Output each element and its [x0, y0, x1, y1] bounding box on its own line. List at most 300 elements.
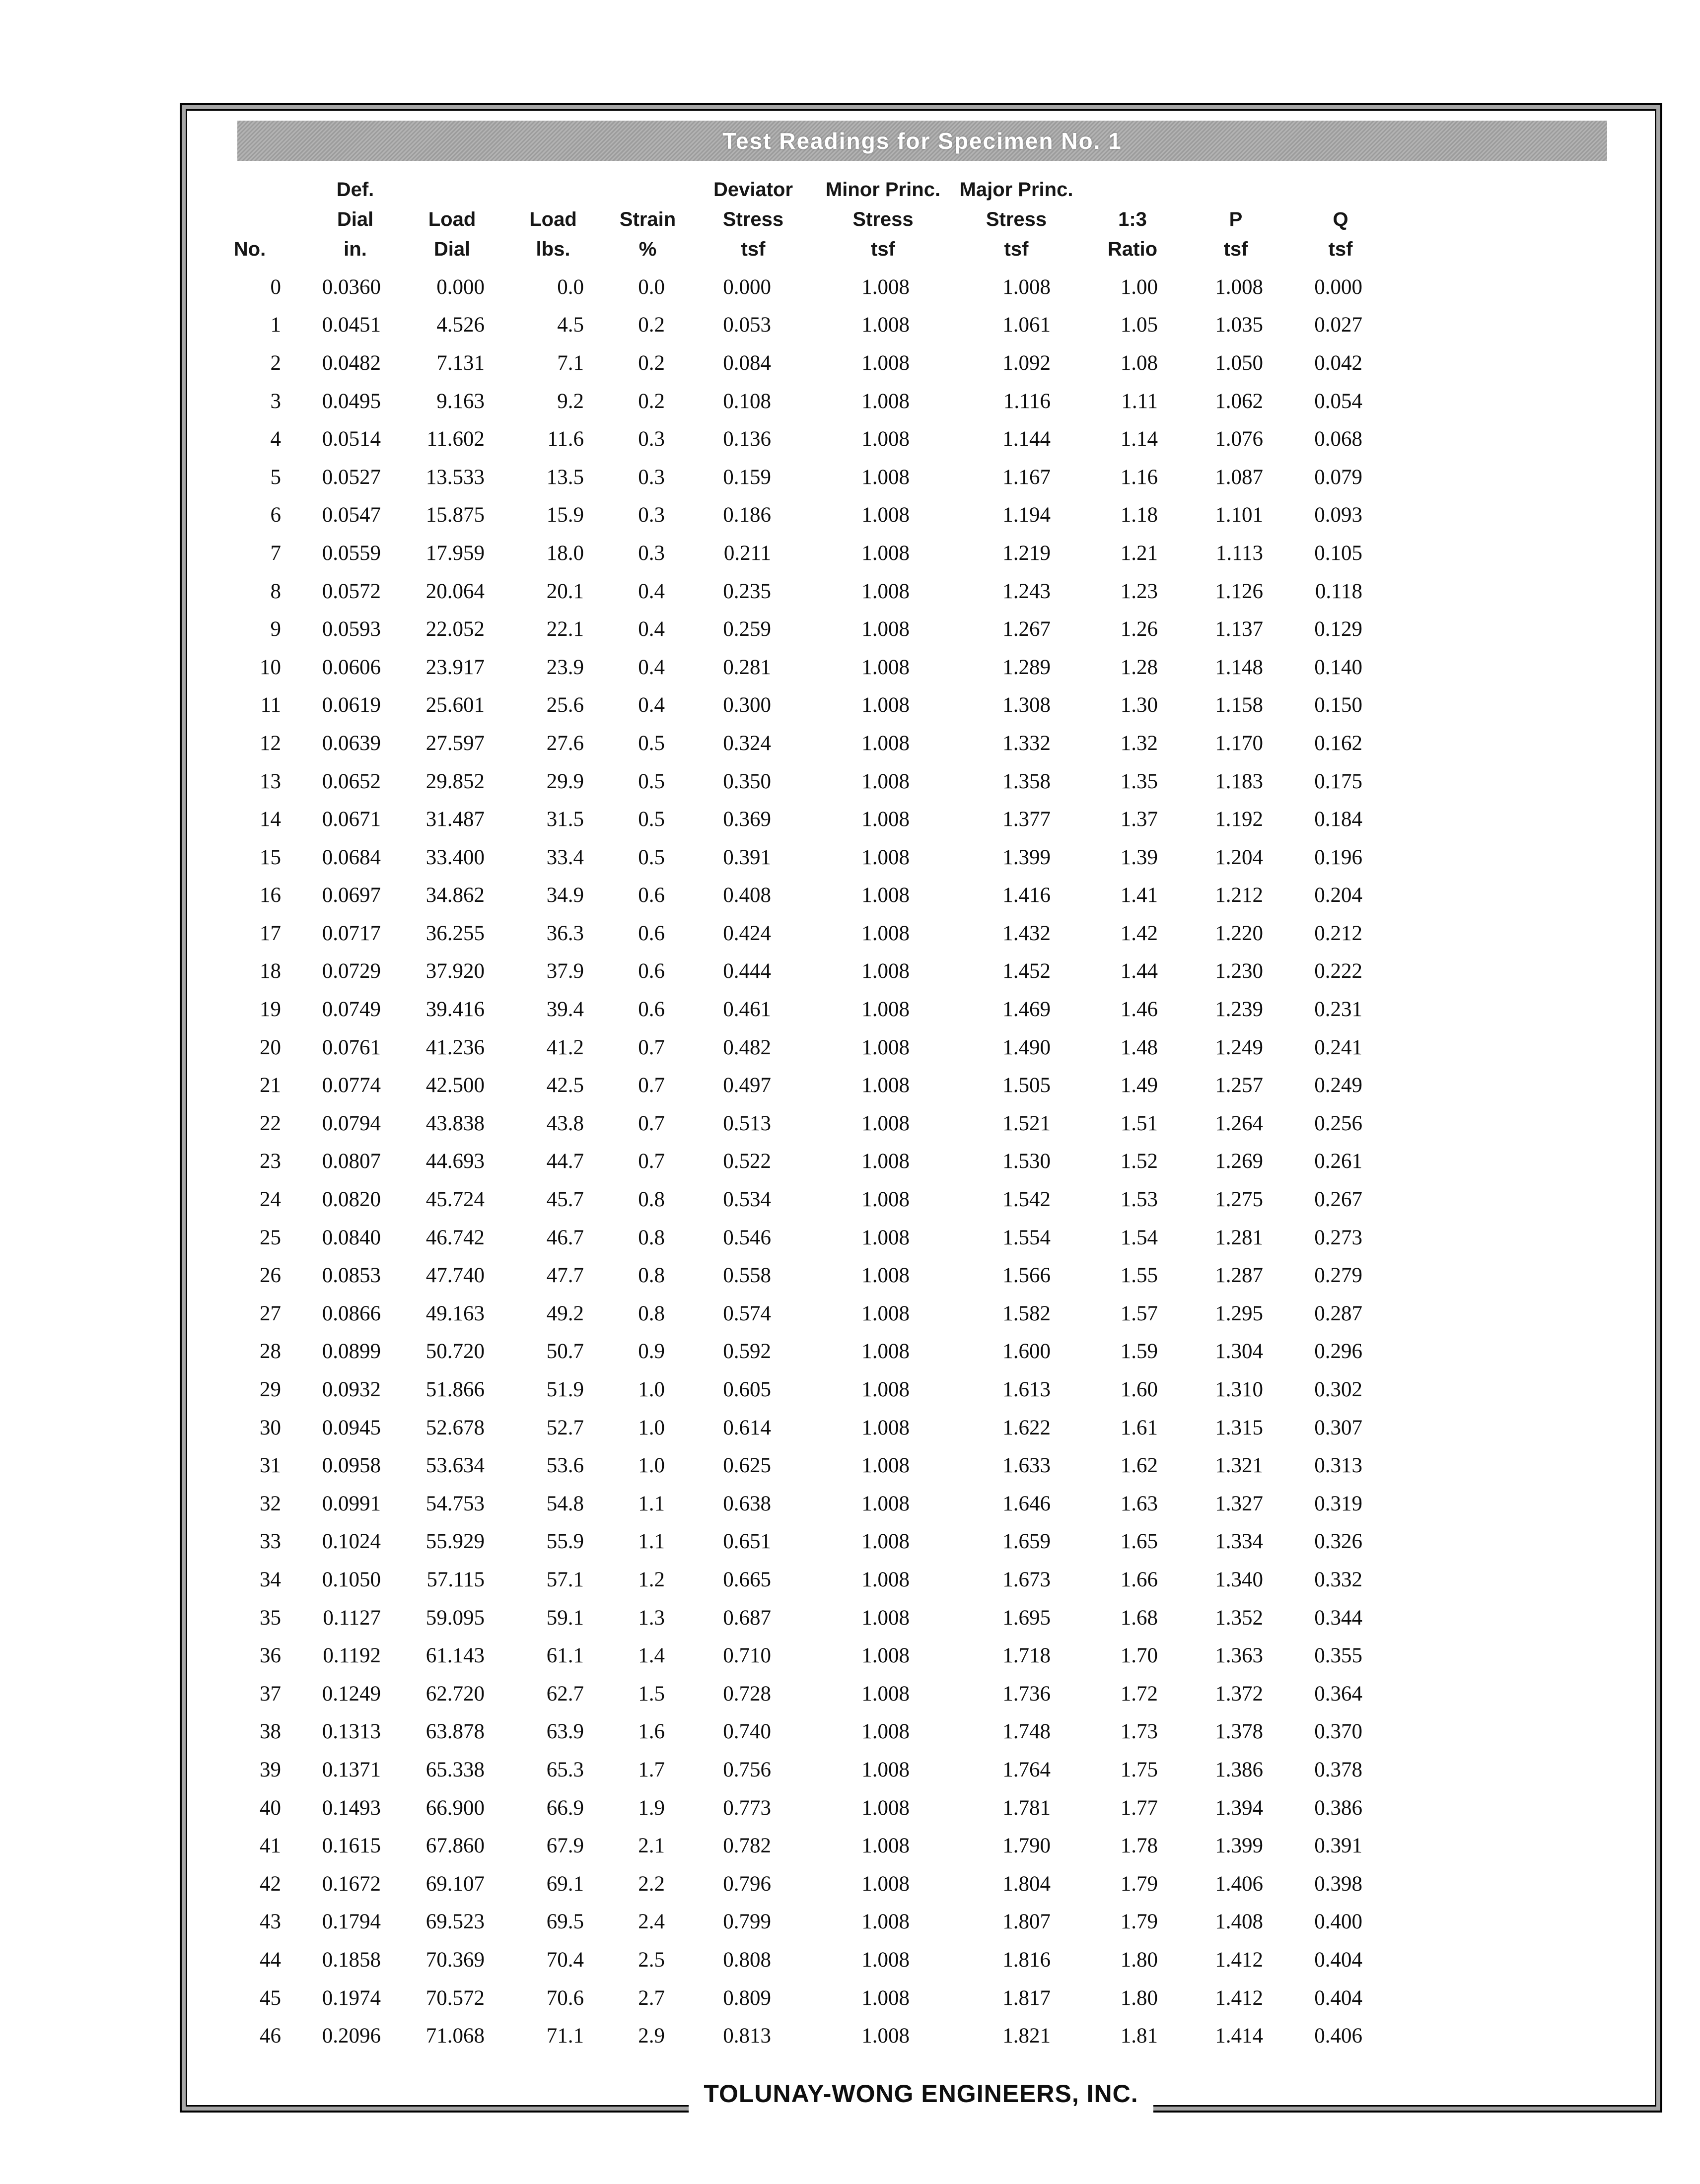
- cell-no: 34: [260, 1568, 281, 1591]
- cell-no: 0: [270, 275, 281, 299]
- cell-def-dial-in: 0.0697: [322, 884, 381, 907]
- column-header-p-tsf-line1: [1186, 175, 1286, 205]
- cell-load-dial: 43.838: [425, 1111, 485, 1135]
- cell-minor-princ-stress-tsf: 1.008: [861, 1301, 910, 1325]
- cell-load-lbs: 63.9: [546, 1720, 584, 1744]
- cell-def-dial-in: 0.1672: [322, 1872, 381, 1896]
- table-row: [189, 1485, 1395, 1523]
- table-row: [189, 1295, 1395, 1333]
- cell-ratio-1-3: 1.23: [1120, 579, 1158, 603]
- cell-p-tsf: 1.148: [1215, 655, 1263, 679]
- cell-ratio-1-3: 1.30: [1120, 693, 1158, 717]
- table-row: [189, 1446, 1395, 1485]
- cell-minor-princ-stress-tsf: 1.008: [861, 427, 910, 451]
- cell-q-tsf: 0.129: [1314, 617, 1362, 641]
- cell-deviator-stress-tsf: 0.186: [723, 503, 771, 527]
- cell-deviator-stress-tsf: 0.053: [723, 313, 771, 337]
- cell-p-tsf: 1.076: [1215, 427, 1263, 451]
- cell-q-tsf: 0.222: [1314, 959, 1362, 983]
- cell-q-tsf: 0.150: [1314, 693, 1362, 717]
- cell-p-tsf: 1.340: [1215, 1568, 1263, 1591]
- column-header-no-line2: [189, 205, 311, 234]
- cell-load-dial: 61.143: [425, 1644, 485, 1668]
- cell-p-tsf: 1.412: [1215, 1948, 1263, 1972]
- cell-deviator-stress-tsf: 0.592: [723, 1340, 771, 1364]
- cell-q-tsf: 0.370: [1314, 1720, 1362, 1744]
- cell-no: 38: [260, 1720, 281, 1744]
- cell-no: 3: [270, 389, 281, 413]
- cell-load-lbs: 57.1: [546, 1568, 584, 1591]
- cell-load-lbs: 67.9: [546, 1834, 584, 1858]
- cell-deviator-stress-tsf: 0.369: [723, 808, 771, 831]
- cell-load-lbs: 49.2: [546, 1301, 584, 1325]
- cell-major-princ-stress-tsf: 1.416: [1002, 884, 1051, 907]
- column-header-deviator-stress-tsf-line3: tsf: [741, 238, 766, 260]
- cell-q-tsf: 0.079: [1314, 465, 1362, 489]
- cell-def-dial-in: 0.0853: [322, 1264, 381, 1288]
- cell-major-princ-stress-tsf: 1.633: [1002, 1454, 1051, 1478]
- cell-deviator-stress-tsf: 0.756: [723, 1758, 771, 1781]
- cell-major-princ-stress-tsf: 1.399: [1002, 845, 1051, 869]
- column-header-ratio-1-3-line3: Ratio: [1108, 238, 1157, 260]
- cell-no: 31: [260, 1454, 281, 1478]
- cell-load-dial: 31.487: [425, 808, 485, 831]
- cell-load-lbs: 62.7: [546, 1682, 584, 1706]
- cell-q-tsf: 0.287: [1314, 1301, 1362, 1325]
- cell-minor-princ-stress-tsf: 1.008: [861, 313, 910, 337]
- cell-no: 8: [270, 579, 281, 603]
- cell-def-dial-in: 0.1858: [322, 1948, 381, 1972]
- cell-q-tsf: 0.364: [1314, 1682, 1362, 1706]
- cell-major-princ-stress-tsf: 1.804: [1002, 1872, 1051, 1896]
- column-header-ratio-1-3-line1: [1079, 175, 1186, 205]
- cell-def-dial-in: 0.0671: [322, 808, 381, 831]
- cell-load-lbs: 37.9: [546, 959, 584, 983]
- cell-strain-pct: 0.7: [638, 1150, 665, 1173]
- cell-deviator-stress-tsf: 0.408: [723, 884, 771, 907]
- cell-p-tsf: 1.113: [1215, 541, 1263, 565]
- cell-strain-pct: 1.4: [638, 1644, 665, 1668]
- table-row: [189, 648, 1395, 686]
- cell-deviator-stress-tsf: 0.687: [723, 1606, 771, 1630]
- column-header-strain-pct-line1: [602, 175, 694, 205]
- cell-load-lbs: 7.1: [557, 351, 584, 375]
- cell-load-dial: 69.107: [425, 1872, 485, 1896]
- cell-no: 2: [270, 351, 281, 375]
- cell-q-tsf: 0.302: [1314, 1378, 1362, 1402]
- cell-ratio-1-3: 1.42: [1120, 921, 1158, 945]
- cell-def-dial-in: 0.0761: [322, 1035, 381, 1059]
- cell-p-tsf: 1.275: [1215, 1188, 1263, 1212]
- cell-p-tsf: 1.394: [1215, 1796, 1263, 1820]
- cell-def-dial-in: 0.0482: [322, 351, 381, 375]
- cell-no: 11: [260, 693, 281, 717]
- cell-deviator-stress-tsf: 0.522: [723, 1150, 771, 1173]
- cell-p-tsf: 1.050: [1215, 351, 1263, 375]
- cell-ratio-1-3: 1.70: [1120, 1644, 1158, 1668]
- cell-load-lbs: 29.9: [546, 769, 584, 793]
- cell-p-tsf: 1.287: [1215, 1264, 1263, 1288]
- column-header-q-tsf-line3: tsf: [1328, 238, 1353, 260]
- cell-deviator-stress-tsf: 0.000: [723, 275, 771, 299]
- cell-ratio-1-3: 1.62: [1120, 1454, 1158, 1478]
- cell-minor-princ-stress-tsf: 1.008: [861, 1606, 910, 1630]
- cell-q-tsf: 0.256: [1314, 1111, 1362, 1135]
- cell-strain-pct: 0.4: [638, 693, 665, 717]
- cell-def-dial-in: 0.0991: [322, 1492, 381, 1515]
- cell-no: 29: [260, 1378, 281, 1402]
- cell-minor-princ-stress-tsf: 1.008: [861, 465, 910, 489]
- table-row: [189, 1637, 1395, 1675]
- cell-ratio-1-3: 1.35: [1120, 769, 1158, 793]
- table-row: [189, 1143, 1395, 1181]
- table-row: [189, 1789, 1395, 1827]
- cell-p-tsf: 1.378: [1215, 1720, 1263, 1744]
- cell-ratio-1-3: 1.66: [1120, 1568, 1158, 1591]
- cell-no: 10: [260, 655, 281, 679]
- cell-deviator-stress-tsf: 0.625: [723, 1454, 771, 1478]
- cell-load-dial: 63.878: [425, 1720, 485, 1744]
- cell-major-princ-stress-tsf: 1.816: [1002, 1948, 1051, 1972]
- cell-deviator-stress-tsf: 0.799: [723, 1910, 771, 1934]
- table-row: [189, 1409, 1395, 1447]
- cell-major-princ-stress-tsf: 1.144: [1002, 427, 1051, 451]
- page-title: Test Readings for Specimen No. 1: [722, 128, 1122, 154]
- cell-ratio-1-3: 1.32: [1120, 731, 1158, 755]
- cell-q-tsf: 0.184: [1314, 808, 1362, 831]
- cell-p-tsf: 1.239: [1215, 998, 1263, 1022]
- cell-load-lbs: 52.7: [546, 1416, 584, 1439]
- cell-def-dial-in: 0.0593: [322, 617, 381, 641]
- cell-def-dial-in: 0.1493: [322, 1796, 381, 1820]
- table-row: [189, 990, 1395, 1028]
- cell-minor-princ-stress-tsf: 1.008: [861, 769, 910, 793]
- cell-p-tsf: 1.372: [1215, 1682, 1263, 1706]
- cell-deviator-stress-tsf: 0.424: [723, 921, 771, 945]
- cell-major-princ-stress-tsf: 1.764: [1002, 1758, 1051, 1781]
- cell-load-dial: 52.678: [425, 1416, 485, 1439]
- cell-load-dial: 46.742: [425, 1226, 485, 1249]
- cell-major-princ-stress-tsf: 1.718: [1002, 1644, 1051, 1668]
- cell-major-princ-stress-tsf: 1.622: [1002, 1416, 1051, 1439]
- cell-def-dial-in: 0.0820: [322, 1188, 381, 1212]
- cell-q-tsf: 0.042: [1314, 351, 1362, 375]
- cell-minor-princ-stress-tsf: 1.008: [861, 1035, 910, 1059]
- cell-deviator-stress-tsf: 0.235: [723, 579, 771, 603]
- table-row: [189, 1713, 1395, 1751]
- cell-minor-princ-stress-tsf: 1.008: [861, 1948, 910, 1972]
- cell-ratio-1-3: 1.39: [1120, 845, 1158, 869]
- cell-ratio-1-3: 1.05: [1120, 313, 1158, 337]
- cell-strain-pct: 0.8: [638, 1264, 665, 1288]
- cell-q-tsf: 0.140: [1314, 655, 1362, 679]
- cell-q-tsf: 0.249: [1314, 1074, 1362, 1097]
- cell-major-princ-stress-tsf: 1.490: [1002, 1035, 1051, 1059]
- column-header-load-dial-line2: Load: [428, 208, 476, 230]
- cell-ratio-1-3: 1.44: [1120, 959, 1158, 983]
- column-header-strain-pct-line2: Strain: [619, 208, 676, 230]
- cell-strain-pct: 0.8: [638, 1301, 665, 1325]
- cell-load-dial: 51.866: [425, 1378, 485, 1402]
- cell-major-princ-stress-tsf: 1.432: [1002, 921, 1051, 945]
- cell-def-dial-in: 0.0619: [322, 693, 381, 717]
- cell-q-tsf: 0.332: [1314, 1568, 1362, 1591]
- cell-load-dial: 37.920: [425, 959, 485, 983]
- cell-q-tsf: 0.267: [1314, 1188, 1362, 1212]
- cell-q-tsf: 0.118: [1315, 579, 1362, 603]
- cell-major-princ-stress-tsf: 1.646: [1002, 1492, 1051, 1515]
- cell-load-lbs: 70.6: [546, 1986, 584, 2010]
- cell-minor-princ-stress-tsf: 1.008: [861, 1682, 910, 1706]
- cell-minor-princ-stress-tsf: 1.008: [861, 1530, 910, 1554]
- cell-def-dial-in: 0.0684: [322, 845, 381, 869]
- cell-q-tsf: 0.355: [1314, 1644, 1362, 1668]
- cell-strain-pct: 0.8: [638, 1188, 665, 1212]
- cell-def-dial-in: 0.0495: [322, 389, 381, 413]
- column-header-no-line1: [189, 175, 311, 205]
- cell-minor-princ-stress-tsf: 1.008: [861, 351, 910, 375]
- cell-load-lbs: 59.1: [546, 1606, 584, 1630]
- cell-q-tsf: 0.261: [1314, 1150, 1362, 1173]
- cell-load-dial: 36.255: [425, 921, 485, 945]
- cell-deviator-stress-tsf: 0.482: [723, 1035, 771, 1059]
- column-header-no-line3: No.: [233, 238, 266, 260]
- cell-load-lbs: 47.7: [546, 1264, 584, 1288]
- table-header: [189, 175, 1395, 268]
- cell-load-dial: 66.900: [425, 1796, 485, 1820]
- cell-deviator-stress-tsf: 0.782: [723, 1834, 771, 1858]
- cell-strain-pct: 0.4: [638, 617, 665, 641]
- cell-def-dial-in: 0.1127: [323, 1606, 381, 1630]
- cell-def-dial-in: 0.0606: [322, 655, 381, 679]
- cell-def-dial-in: 0.0572: [322, 579, 381, 603]
- cell-p-tsf: 1.035: [1215, 313, 1263, 337]
- cell-strain-pct: 0.3: [638, 541, 665, 565]
- cell-q-tsf: 0.105: [1314, 541, 1362, 565]
- cell-ratio-1-3: 1.61: [1120, 1416, 1158, 1439]
- cell-ratio-1-3: 1.41: [1120, 884, 1158, 907]
- cell-strain-pct: 0.6: [638, 998, 665, 1022]
- cell-no: 45: [260, 1986, 281, 2010]
- cell-deviator-stress-tsf: 0.638: [723, 1492, 771, 1515]
- cell-strain-pct: 1.7: [638, 1758, 665, 1781]
- cell-ratio-1-3: 1.73: [1120, 1720, 1158, 1744]
- cell-q-tsf: 0.313: [1314, 1454, 1362, 1478]
- cell-strain-pct: 2.4: [638, 1910, 665, 1934]
- cell-def-dial-in: 0.1313: [322, 1720, 381, 1744]
- header-row-1: [189, 175, 1395, 205]
- cell-ratio-1-3: 1.26: [1120, 617, 1158, 641]
- cell-load-dial: 15.875: [425, 503, 485, 527]
- cell-deviator-stress-tsf: 0.558: [723, 1264, 771, 1288]
- cell-major-princ-stress-tsf: 1.243: [1002, 579, 1051, 603]
- cell-load-dial: 65.338: [425, 1758, 485, 1781]
- cell-minor-princ-stress-tsf: 1.008: [861, 845, 910, 869]
- cell-def-dial-in: 0.0794: [322, 1111, 381, 1135]
- cell-major-princ-stress-tsf: 1.289: [1002, 655, 1051, 679]
- cell-no: 24: [260, 1188, 281, 1212]
- cell-minor-princ-stress-tsf: 1.008: [861, 1834, 910, 1858]
- cell-def-dial-in: 0.0527: [322, 465, 381, 489]
- cell-load-dial: 17.959: [425, 541, 485, 565]
- cell-p-tsf: 1.220: [1215, 921, 1263, 945]
- cell-load-dial: 39.416: [425, 998, 485, 1022]
- cell-strain-pct: 2.2: [638, 1872, 665, 1896]
- cell-major-princ-stress-tsf: 1.582: [1002, 1301, 1051, 1325]
- cell-major-princ-stress-tsf: 1.377: [1002, 808, 1051, 831]
- cell-strain-pct: 0.2: [638, 389, 665, 413]
- cell-q-tsf: 0.241: [1314, 1035, 1362, 1059]
- cell-load-dial: 9.163: [436, 389, 485, 413]
- cell-load-dial: 59.095: [425, 1606, 485, 1630]
- cell-ratio-1-3: 1.57: [1120, 1301, 1158, 1325]
- cell-minor-princ-stress-tsf: 1.008: [861, 1872, 910, 1896]
- cell-minor-princ-stress-tsf: 1.008: [861, 655, 910, 679]
- cell-p-tsf: 1.137: [1215, 617, 1263, 641]
- cell-no: 22: [260, 1111, 281, 1135]
- cell-p-tsf: 1.408: [1215, 1910, 1263, 1934]
- cell-no: 20: [260, 1035, 281, 1059]
- cell-no: 40: [260, 1796, 281, 1820]
- cell-q-tsf: 0.273: [1314, 1226, 1362, 1249]
- cell-load-dial: 71.068: [425, 2024, 485, 2048]
- column-header-load-lbs-line1: [504, 175, 602, 205]
- cell-major-princ-stress-tsf: 1.613: [1002, 1378, 1051, 1402]
- cell-load-lbs: 33.4: [546, 845, 584, 869]
- cell-strain-pct: 0.5: [638, 845, 665, 869]
- cell-strain-pct: 1.5: [638, 1682, 665, 1706]
- cell-ratio-1-3: 1.63: [1120, 1492, 1158, 1515]
- column-header-deviator-stress-tsf-line1: Deviator: [713, 178, 793, 201]
- cell-no: 19: [260, 998, 281, 1022]
- cell-strain-pct: 0.3: [638, 427, 665, 451]
- table-row: [189, 1180, 1395, 1219]
- cell-def-dial-in: 0.0807: [322, 1150, 381, 1173]
- readings-table: [189, 175, 1395, 2055]
- cell-load-dial: 49.163: [425, 1301, 485, 1325]
- cell-deviator-stress-tsf: 0.259: [723, 617, 771, 641]
- header-spacer: [189, 264, 1395, 268]
- cell-load-lbs: 34.9: [546, 884, 584, 907]
- cell-minor-princ-stress-tsf: 1.008: [861, 1150, 910, 1173]
- cell-major-princ-stress-tsf: 1.673: [1002, 1568, 1051, 1591]
- cell-def-dial-in: 0.0945: [322, 1416, 381, 1439]
- cell-deviator-stress-tsf: 0.159: [723, 465, 771, 489]
- cell-major-princ-stress-tsf: 1.566: [1002, 1264, 1051, 1288]
- cell-q-tsf: 0.319: [1314, 1492, 1362, 1515]
- cell-ratio-1-3: 1.75: [1120, 1758, 1158, 1781]
- cell-major-princ-stress-tsf: 1.736: [1002, 1682, 1051, 1706]
- cell-load-lbs: 51.9: [546, 1378, 584, 1402]
- cell-load-dial: 0.000: [436, 275, 485, 299]
- cell-load-lbs: 54.8: [546, 1492, 584, 1515]
- cell-load-lbs: 11.6: [547, 427, 584, 451]
- cell-p-tsf: 1.170: [1215, 731, 1263, 755]
- cell-deviator-stress-tsf: 0.461: [723, 998, 771, 1022]
- cell-ratio-1-3: 1.79: [1120, 1872, 1158, 1896]
- cell-strain-pct: 1.1: [638, 1530, 665, 1554]
- cell-q-tsf: 0.093: [1314, 503, 1362, 527]
- cell-q-tsf: 0.212: [1314, 921, 1362, 945]
- table-row: [189, 420, 1395, 458]
- cell-load-lbs: 41.2: [546, 1035, 584, 1059]
- cell-minor-princ-stress-tsf: 1.008: [861, 1074, 910, 1097]
- cell-strain-pct: 2.5: [638, 1948, 665, 1972]
- cell-no: 5: [270, 465, 281, 489]
- cell-load-lbs: 43.8: [546, 1111, 584, 1135]
- cell-ratio-1-3: 1.48: [1120, 1035, 1158, 1059]
- cell-p-tsf: 1.281: [1215, 1226, 1263, 1249]
- cell-no: 4: [270, 427, 281, 451]
- cell-minor-princ-stress-tsf: 1.008: [861, 1416, 910, 1439]
- table-row: [189, 382, 1395, 420]
- table-row: [189, 610, 1395, 648]
- cell-p-tsf: 1.062: [1215, 389, 1263, 413]
- table-row: [189, 534, 1395, 572]
- cell-deviator-stress-tsf: 0.211: [723, 541, 771, 565]
- cell-ratio-1-3: 1.79: [1120, 1910, 1158, 1934]
- table-row: [189, 2017, 1395, 2055]
- column-header-load-lbs-line2: Load: [529, 208, 577, 230]
- cell-load-dial: 57.115: [426, 1568, 485, 1591]
- cell-no: 36: [260, 1644, 281, 1668]
- cell-def-dial-in: 0.0958: [322, 1454, 381, 1478]
- cell-load-dial: 34.862: [425, 884, 485, 907]
- cell-strain-pct: 1.3: [638, 1606, 665, 1630]
- cell-no: 7: [270, 541, 281, 565]
- cell-strain-pct: 1.1: [638, 1492, 665, 1515]
- cell-deviator-stress-tsf: 0.136: [723, 427, 771, 451]
- cell-major-princ-stress-tsf: 1.659: [1002, 1530, 1051, 1554]
- cell-strain-pct: 1.9: [638, 1796, 665, 1820]
- cell-load-dial: 22.052: [425, 617, 485, 641]
- cell-minor-princ-stress-tsf: 1.008: [861, 1378, 910, 1402]
- cell-q-tsf: 0.279: [1314, 1264, 1362, 1288]
- table-row: [189, 1903, 1395, 1941]
- cell-def-dial-in: 0.1371: [322, 1758, 381, 1781]
- cell-q-tsf: 0.000: [1314, 275, 1362, 299]
- cell-major-princ-stress-tsf: 1.807: [1002, 1910, 1051, 1934]
- cell-deviator-stress-tsf: 0.281: [723, 655, 771, 679]
- cell-q-tsf: 0.398: [1314, 1872, 1362, 1896]
- cell-def-dial-in: 0.0932: [322, 1378, 381, 1402]
- cell-def-dial-in: 0.2096: [322, 2024, 381, 2048]
- cell-strain-pct: 0.6: [638, 884, 665, 907]
- cell-strain-pct: 0.5: [638, 769, 665, 793]
- cell-p-tsf: 1.230: [1215, 959, 1263, 983]
- cell-no: 28: [260, 1340, 281, 1364]
- cell-q-tsf: 0.326: [1314, 1530, 1362, 1554]
- cell-def-dial-in: 0.0729: [322, 959, 381, 983]
- cell-load-dial: 4.526: [436, 313, 485, 337]
- cell-load-dial: 67.860: [425, 1834, 485, 1858]
- cell-major-princ-stress-tsf: 1.219: [1002, 541, 1051, 565]
- table-row: [189, 914, 1395, 953]
- cell-no: 37: [260, 1682, 281, 1706]
- cell-strain-pct: 1.2: [638, 1568, 665, 1591]
- cell-strain-pct: 0.5: [638, 808, 665, 831]
- cell-strain-pct: 0.8: [638, 1226, 665, 1249]
- cell-ratio-1-3: 1.21: [1120, 541, 1158, 565]
- cell-load-lbs: 4.5: [557, 313, 584, 337]
- table-row: [189, 306, 1395, 344]
- cell-load-lbs: 13.5: [546, 465, 584, 489]
- cell-load-dial: 13.533: [425, 465, 485, 489]
- cell-minor-princ-stress-tsf: 1.008: [861, 1340, 910, 1364]
- column-header-strain-pct-line3: %: [638, 238, 657, 260]
- cell-no: 27: [260, 1301, 281, 1325]
- column-header-minor-princ-stress-tsf-line1: Minor Princ.: [825, 178, 941, 201]
